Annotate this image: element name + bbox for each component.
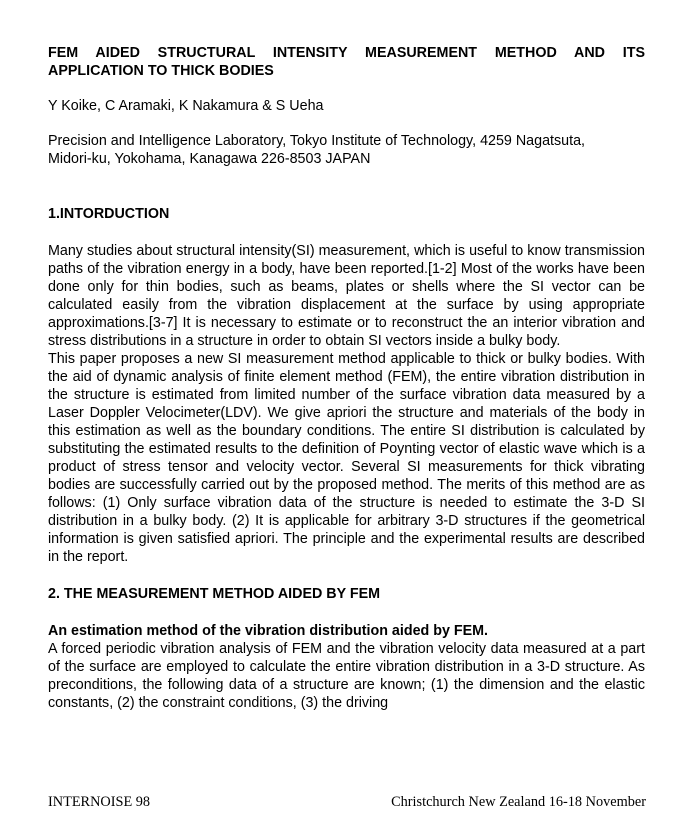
paper-authors: Y Koike, C Aramaki, K Nakamura & S Ueha [48,98,324,114]
section-1-heading: 1.INTORDUCTION [48,206,170,222]
paper-title: FEM AIDED STRUCTURAL INTENSITY MEASUREMENT METHOD AND ITS APPLICATION TO THICK BODIES [48,45,645,79]
footer-location-date: Christchurch New Zealand 16-18 November [391,794,646,810]
section-2-paragraph-1: A forced periodic vibration analysis of FEM and the vibration velocity data measured at a part of the surface are employed to calculate the entire vibration distribution in a 3-D structure. As preconditions, the following data of a structure are known; (1) the dimension and the elastic constants, (2) the constraint conditions, (3) the driving [48,641,645,711]
section-1-paragraph-1: Many studies about structural intensity(SI) measurement, which is useful to know transmission paths of the vibration energy in a body, have been reported.[1-2] Most of the works have been done only for thin bodies, such as beams, plates or shells where the SI vector can be calculated easily from the vibration displacement at the surface by using appropriate approximations.[3-7] It is necessary to estimate or to reconstruct the an interior vibration and stress distributions in a structure in order to obtain SI vectors inside a bulky body. [48,243,645,349]
section-2-heading: 2. THE MEASUREMENT METHOD AIDED BY FEM [48,586,381,602]
affiliation-line-2: Midori-ku, Yokohama, Kanagawa 226-8503 JAPAN [48,151,371,167]
paper-affiliation [48,132,645,168]
paper-page [48,44,645,712]
affiliation-line-1: Precision and Intelligence Laboratory, Tokyo Institute of Technology, 4259 Nagatsuta, [48,133,586,149]
footer-conference: INTERNOISE 98 [48,794,151,810]
section-1-paragraph-2: This paper proposes a new SI measurement method applicable to thick or bulky bodies. With the aid of dynamic analysis of finite element method (FEM), the entire vibration distribution in the structure is estimated from limited number of the surface vibration data measured by a Laser Doppler Velocimeter(LDV). We give apriori the structure and materials of the body in this estimation as well as the boundary conditions. The entire SI distribution is calculated by substituting the estimated results to the definition of Poynting vector of elastic wave which is a product of stress tensor and velocity vector. Several SI measurements for thick vibrating bodies are successfully carried out by the proposed method. The merits of this method are as follows: (1) Only surface vibration data of the structure is needed to estimate the 3-D SI distribution in a bulky body. (2) It is applicable for arbitrary 3-D structures if the geometrical information is given satisfied apriori. The principle and the experimental results are described in the report. [48,351,645,565]
section-2-subheading: An estimation method of the vibration distribution aided by FEM. [48,623,489,639]
